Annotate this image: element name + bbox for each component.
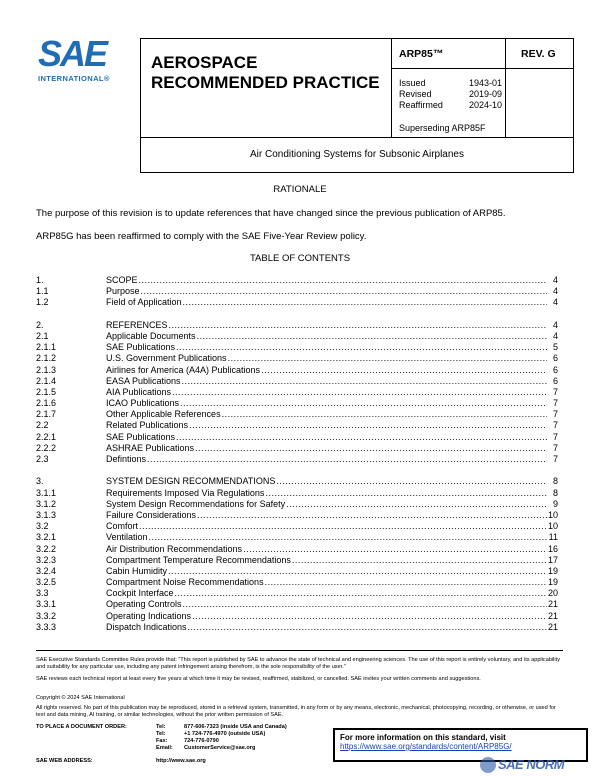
toc-entry-page: 11 — [548, 532, 558, 543]
toc-leader-dots — [172, 387, 547, 398]
toc-entry-number: 2.1.2 — [36, 353, 57, 364]
toc-leader-dots — [292, 555, 547, 566]
date-value: 2019-09 — [469, 89, 503, 99]
toc-entry-page: 7 — [552, 442, 558, 453]
toc-entry-page: 21 — [548, 621, 559, 632]
footer-copyright: Copyright © 2024 SAE International — [36, 695, 125, 701]
toc-entry-page: 9 — [552, 498, 558, 509]
toc-entry-title: Defintions — [106, 454, 147, 464]
date-value: 2024-10 — [469, 100, 503, 110]
toc-entry-page: 17 — [548, 554, 559, 565]
toc-leader-dots — [175, 588, 547, 599]
toc-entry-title: Compartment Noise Recommendations — [106, 577, 264, 588]
toc-entry-page: 7 — [552, 454, 558, 464]
toc-entry-page: 19 — [548, 565, 559, 576]
toc-entry[interactable] — [36, 387, 558, 398]
toc-leader-dots — [228, 353, 547, 364]
toc-leader-dots — [149, 532, 547, 543]
table-of-contents — [36, 275, 558, 633]
toc-entry-page: 10 — [548, 509, 559, 520]
toc-leader-dots — [183, 297, 547, 308]
toc-entry-number: 2.3 — [36, 454, 49, 464]
toc-leader-dots — [139, 275, 547, 286]
watermark: SAE NORM — [498, 757, 565, 772]
order-label: TO PLACE A DOCUMENT ORDER: — [36, 724, 127, 730]
toc-entry[interactable] — [36, 622, 558, 633]
toc-entry-title: Applicable Documents — [106, 330, 196, 341]
toc-leader-dots — [276, 476, 547, 487]
toc-entry[interactable] — [36, 398, 558, 409]
toc-entry-page: 5 — [552, 342, 558, 353]
toc-leader-dots — [265, 488, 547, 499]
toc-entry-page: 16 — [548, 543, 559, 554]
toc-entry-number: 2.1 — [36, 330, 49, 341]
toc-leader-dots — [192, 611, 547, 622]
toc-entry-title: Air Distribution Recommendations — [106, 543, 243, 554]
superseding-note: Superseding ARP85F — [399, 123, 486, 133]
toc-entry-title: Failure Considerations — [106, 509, 197, 520]
toc-entry-page: 7 — [552, 386, 558, 397]
order-value: 724-776-0790 — [184, 738, 219, 744]
toc-entry-number: 3.2.4 — [36, 565, 57, 576]
toc-entry[interactable] — [36, 476, 558, 487]
toc-entry-number: 3.1.2 — [36, 498, 57, 509]
toc-entry-title: Operating Controls — [106, 599, 182, 610]
toc-entry[interactable] — [36, 599, 558, 610]
toc-entry-page: 21 — [548, 599, 559, 610]
toc-entry[interactable] — [36, 588, 558, 599]
date-value: 1943-01 — [469, 78, 503, 88]
toc-entry[interactable] — [36, 454, 558, 465]
order-key: Tel: — [156, 731, 166, 737]
toc-leader-dots — [261, 365, 547, 376]
toc-leader-dots — [197, 510, 547, 521]
toc-entry-number: 2.1.7 — [36, 409, 57, 420]
toc-entry-number: 2.1.1 — [36, 342, 57, 353]
toc-entry-number: 1.1 — [36, 286, 49, 297]
toc-entry-page: 7 — [552, 409, 558, 420]
toc-entry-title: ASHRAE Publications — [106, 442, 195, 453]
toc-entry[interactable] — [36, 544, 558, 555]
toc-leader-dots — [243, 544, 547, 555]
standard-link[interactable]: https://www.sae.org/standards/content/ARP85G/ — [340, 742, 512, 751]
toc-entry-title: SAE Publications — [106, 431, 176, 442]
footer-rights: All rights reserved. No part of this publication may be reproduced, stored in a retrieval system, transmitted, in any form or by any means, electronic, mechanical, photocopying, recording, or otherwise, or used for text and data mining, AI training, or similar technologies, without the prior written permission of SAE. — [36, 705, 556, 718]
toc-entry[interactable] — [36, 420, 558, 431]
toc-leader-dots — [188, 622, 547, 633]
more-info-title: For more information on this standard, visit — [340, 733, 506, 742]
toc-entry-number: 2.1.5 — [36, 386, 57, 397]
toc-leader-dots — [176, 432, 547, 443]
toc-entry-title: Dispatch Indications — [106, 621, 187, 632]
web-address — [36, 758, 206, 764]
web-link[interactable]: http://www.sae.org — [156, 758, 206, 764]
date-label: Reaffirmed — [399, 100, 443, 110]
toc-entry-title: Requirements Imposed Via Regulations — [106, 487, 265, 498]
toc-entry[interactable] — [36, 409, 558, 420]
toc-entry-title: REFERENCES — [106, 319, 168, 330]
toc-entry[interactable] — [36, 521, 558, 532]
toc-leader-dots — [222, 409, 547, 420]
toc-entry-title: Compartment Temperature Recommendations — [106, 554, 291, 565]
doc-type-line1: AEROSPACE — [151, 53, 258, 72]
toc-entry-number: 2.1.6 — [36, 398, 57, 409]
toc-entry-page: 8 — [552, 476, 558, 487]
order-info — [36, 724, 287, 752]
toc-entry-title: AIA Publications — [106, 386, 172, 397]
toc-leader-dots — [197, 331, 547, 342]
toc-entry[interactable] — [36, 532, 558, 543]
toc-leader-dots — [176, 342, 547, 353]
toc-entry-title: Airlines for America (A4A) Publications — [106, 364, 261, 375]
toc-entry-page: 19 — [548, 577, 559, 588]
toc-entry-number: 3.2.1 — [36, 532, 57, 543]
toc-leader-dots — [183, 599, 547, 610]
toc-entry-title: Purpose — [106, 286, 140, 297]
order-value: 877-606-7323 (inside USA and Canada) — [184, 724, 287, 730]
toc-leader-dots — [189, 420, 547, 431]
toc-entry-number: 2.2.1 — [36, 431, 57, 442]
toc-leader-dots — [139, 521, 547, 532]
toc-entry-page: 4 — [552, 286, 558, 297]
doc-id: ARP85™ — [392, 39, 505, 69]
toc-entry[interactable] — [36, 432, 558, 443]
toc-entry-title: Related Publications — [106, 420, 189, 431]
doc-type-cell — [141, 39, 392, 137]
footer-divider — [36, 650, 563, 651]
logo-text: SAE — [38, 33, 107, 74]
toc-entry-number: 3.1.3 — [36, 509, 57, 520]
toc-spacer — [36, 465, 558, 476]
toc-entry-number: 2. — [36, 319, 44, 330]
toc-entry[interactable] — [36, 297, 558, 308]
toc-entry-title: System Design Recommendations for Safety — [106, 498, 286, 509]
toc-entry-number: 3.2 — [36, 521, 49, 532]
toc-entry-title: Cockpit Interface — [106, 588, 174, 599]
toc-heading: TABLE OF CONTENTS — [249, 253, 351, 264]
doc-type-line2: RECOMMENDED PRACTICE — [151, 73, 380, 92]
logo-registered: ® — [103, 74, 110, 83]
toc-entry-title: Other Applicable References — [106, 409, 221, 420]
toc-entry-page: 21 — [548, 610, 559, 621]
toc-leader-dots — [182, 376, 547, 387]
toc-entry[interactable] — [36, 353, 558, 364]
toc-entry-number: 3. — [36, 476, 44, 487]
toc-entry-title: Comfort — [106, 521, 139, 532]
globe-icon — [480, 757, 496, 773]
toc-entry-number: 3.3.2 — [36, 610, 57, 621]
doc-type-title — [151, 53, 380, 93]
web-label: SAE WEB ADDRESS: — [36, 758, 93, 764]
toc-entry-title: Ventilation — [106, 532, 148, 543]
toc-spacer — [36, 309, 558, 320]
toc-entry-title: SAE Publications — [106, 342, 176, 353]
toc-entry-number: 1.2 — [36, 297, 49, 308]
sae-logo — [38, 33, 118, 86]
logo-subtext: INTERNATIONAL — [38, 74, 104, 83]
toc-entry-number: 2.2 — [36, 420, 49, 431]
toc-entry-title: Field of Application — [106, 297, 182, 308]
toc-entry-title: ICAO Publications — [106, 398, 180, 409]
toc-entry[interactable] — [36, 275, 558, 286]
toc-entry[interactable] — [36, 320, 558, 331]
toc-entry-number: 3.3.1 — [36, 599, 57, 610]
toc-leader-dots — [141, 286, 547, 297]
toc-entry-title: Cabin Humidity — [106, 565, 168, 576]
revision-label: REV. G — [506, 39, 573, 69]
toc-entry-title: U.S. Government Publications — [106, 353, 227, 364]
toc-entry[interactable] — [36, 331, 558, 342]
toc-entry-page: 8 — [552, 487, 558, 498]
rationale-heading: RATIONALE — [273, 184, 327, 195]
toc-entry-page: 6 — [552, 353, 558, 364]
toc-entry-page: 10 — [548, 521, 559, 532]
date-label: Revised — [399, 89, 432, 99]
toc-entry-title: SCOPE — [106, 275, 138, 285]
toc-entry[interactable] — [36, 555, 558, 566]
toc-entry[interactable] — [36, 566, 558, 577]
toc-entry[interactable] — [36, 499, 558, 510]
order-key: Fax: — [156, 738, 168, 744]
toc-entry[interactable] — [36, 611, 558, 622]
toc-entry-number: 3.1.1 — [36, 487, 57, 498]
document-subtitle: Air Conditioning Systems for Subsonic Airplanes — [140, 136, 574, 173]
toc-entry-page: 7 — [552, 398, 558, 409]
toc-entry-page: 4 — [552, 330, 558, 341]
date-row — [399, 78, 509, 89]
date-row — [399, 100, 509, 111]
toc-leader-dots — [265, 577, 547, 588]
date-list — [399, 78, 509, 111]
toc-leader-dots — [168, 566, 547, 577]
toc-entry-number: 2.1.3 — [36, 364, 57, 375]
date-label: Issued — [399, 78, 426, 88]
toc-entry[interactable] — [36, 365, 558, 376]
toc-entry-number: 3.3.3 — [36, 621, 57, 632]
toc-entry[interactable] — [36, 342, 558, 353]
date-row — [399, 89, 509, 100]
toc-entry-page: 20 — [548, 588, 559, 599]
toc-entry-page: 7 — [552, 431, 558, 442]
toc-entry-number: 3.3 — [36, 588, 49, 599]
toc-entry-page: 6 — [552, 375, 558, 386]
footer-review-note: SAE reviews each technical report at least every five years at which time it may be revised, reaffirmed, stabilized, or cancelled. SAE invites your written comments and suggestions. — [36, 676, 481, 682]
toc-entry[interactable] — [36, 510, 558, 521]
toc-leader-dots — [286, 499, 547, 510]
toc-entry-number: 3.2.3 — [36, 554, 57, 565]
toc-entry[interactable] — [36, 577, 558, 588]
toc-entry-title: EASA Publications — [106, 375, 181, 386]
order-key: Email: — [156, 745, 173, 751]
toc-entry-number: 3.2.5 — [36, 577, 57, 588]
toc-entry-page: 6 — [552, 364, 558, 375]
rationale-paragraph-2: ARP85G has been reaffirmed to comply with the SAE Five-Year Review policy. — [36, 231, 367, 242]
toc-leader-dots — [147, 454, 547, 465]
rationale-paragraph-1: The purpose of this revision is to update references that have changed since the previous publication of ARP85. — [36, 208, 506, 219]
toc-entry-number: 2.2.2 — [36, 442, 57, 453]
toc-entry-number: 3.2.2 — [36, 543, 57, 554]
toc-entry-number: 1. — [36, 275, 44, 285]
toc-entry-number: 2.1.4 — [36, 375, 57, 386]
order-value: CustomerService@sae.org — [184, 745, 256, 751]
order-value: +1 724-776-4970 (outside USA) — [184, 731, 266, 737]
toc-entry-page: 4 — [552, 319, 558, 330]
toc-leader-dots — [180, 398, 547, 409]
toc-entry-page: 7 — [552, 420, 558, 431]
toc-entry[interactable] — [36, 376, 558, 387]
toc-entry[interactable] — [36, 286, 558, 297]
toc-entry[interactable] — [36, 443, 558, 454]
order-key: Tel: — [156, 724, 166, 730]
toc-entry-page: 4 — [552, 297, 558, 308]
toc-entry-page: 4 — [552, 275, 558, 285]
toc-leader-dots — [169, 320, 547, 331]
document-header — [140, 38, 574, 138]
toc-leader-dots — [195, 443, 547, 454]
toc-entry[interactable] — [36, 488, 558, 499]
toc-entry-title: SYSTEM DESIGN RECOMMENDATIONS — [106, 476, 276, 487]
toc-entry-title: Operating Indications — [106, 610, 192, 621]
footer-disclaimer: SAE Executive Standards Committee Rules provide that: “This report is published by SAE to advance the state of technical and engineering sciences. The use of this report is entirely voluntary, and its applicability and suitability for any particular use, including any patent infringement arising therefrom, is the sole responsibility of the user.” — [36, 657, 561, 670]
